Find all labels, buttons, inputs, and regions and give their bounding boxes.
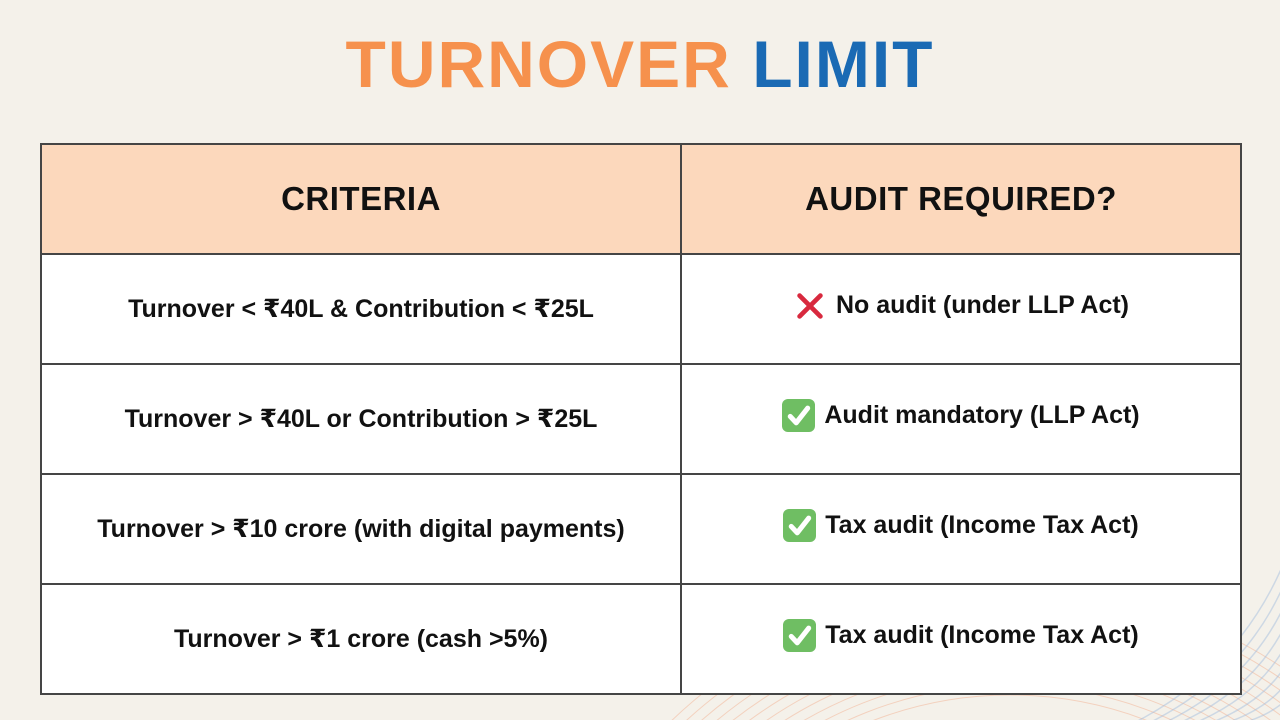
table-header-row bbox=[41, 144, 1241, 254]
audit-table bbox=[40, 143, 1242, 695]
check-icon bbox=[782, 399, 815, 432]
criteria-text: Turnover < ₹40L & Contribution < ₹25L bbox=[128, 295, 594, 323]
audit-cell bbox=[681, 474, 1241, 584]
title-word-limit: LIMIT bbox=[752, 27, 935, 101]
criteria-cell bbox=[41, 584, 681, 694]
table-row bbox=[41, 254, 1241, 364]
check-icon bbox=[783, 619, 816, 652]
criteria-cell bbox=[41, 364, 681, 474]
column-header-criteria: CRITERIA bbox=[41, 144, 681, 254]
criteria-text: Turnover > ₹1 crore (cash >5%) bbox=[173, 625, 549, 653]
check-icon bbox=[783, 509, 816, 542]
table-row bbox=[41, 474, 1241, 584]
audit-cell bbox=[681, 254, 1241, 364]
audit-text: No audit (under LLP Act) bbox=[835, 291, 1130, 319]
audit-cell bbox=[681, 364, 1241, 474]
table-row bbox=[41, 364, 1241, 474]
criteria-text: Turnover > ₹10 crore (with digital payments) bbox=[97, 515, 625, 543]
cross-icon bbox=[793, 289, 827, 323]
audit-text: Audit mandatory (LLP Act) bbox=[824, 401, 1140, 429]
criteria-text: Turnover > ₹40L or Contribution > ₹25L bbox=[124, 405, 598, 433]
audit-text: Tax audit (Income Tax Act) bbox=[825, 621, 1139, 649]
criteria-cell bbox=[41, 254, 681, 364]
criteria-cell bbox=[41, 474, 681, 584]
page-title bbox=[0, 28, 1280, 101]
column-header-audit: AUDIT REQUIRED? bbox=[681, 144, 1241, 254]
audit-cell bbox=[681, 584, 1241, 694]
audit-text: Tax audit (Income Tax Act) bbox=[825, 511, 1139, 539]
table-row bbox=[41, 584, 1241, 694]
title-word-turnover: TURNOVER bbox=[345, 27, 732, 101]
